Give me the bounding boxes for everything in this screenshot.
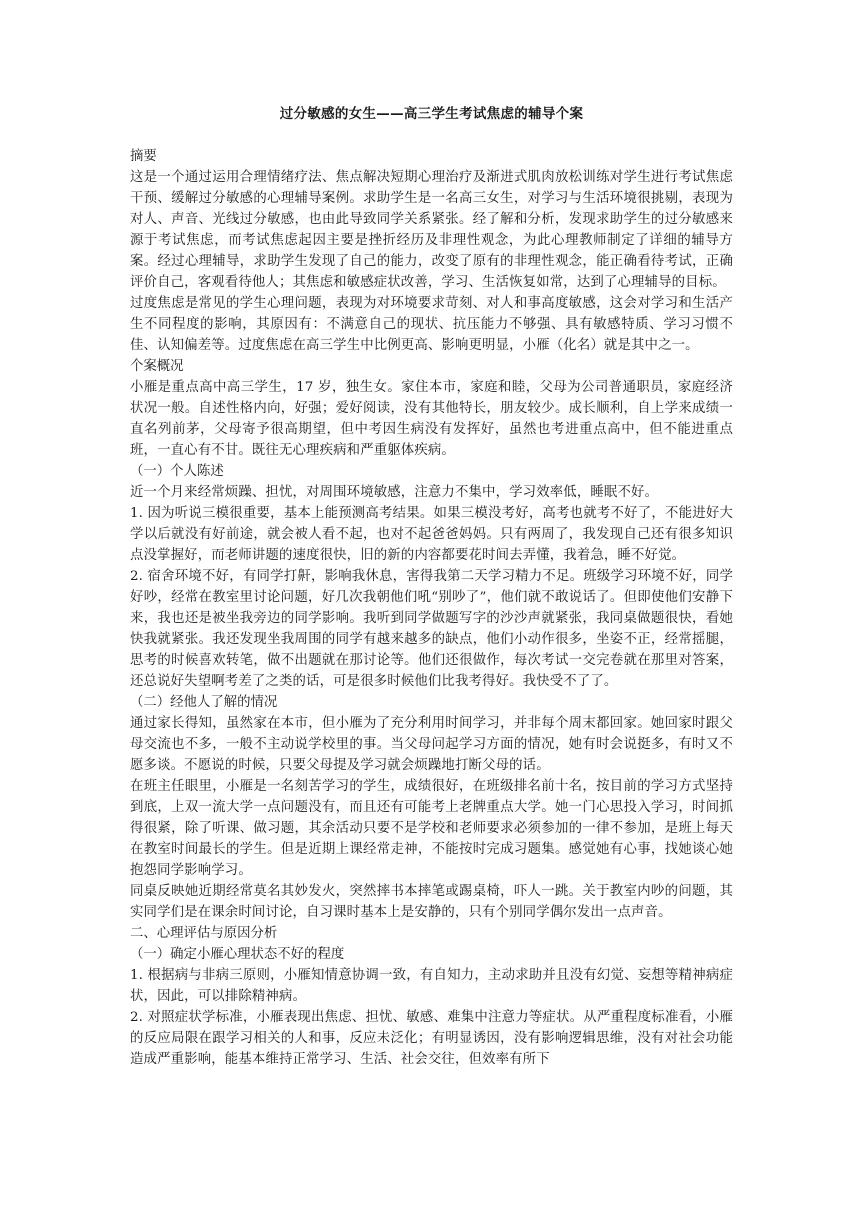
paragraph: 1. 因为听说三模很重要，基本上能预测高考结果。如果三模没考好，高考也就考不好了，不能进好大学以后就没有好前途，就会被人看不起，也对不起爸爸妈妈。只有两周了，我发现自己还有很多知识点没掌握好，而老师讲题的速度很快，旧的新的内容都要花时间去弄懂，我着急，睡不好觉。 <box>130 506 733 563</box>
section-heading: 摘要 <box>130 149 157 164</box>
paragraph: 近一个月来经常烦躁、担忧，对周围环境敏感，注意力不集中，学习效率低，睡眠不好。 <box>130 485 659 500</box>
paragraph: 这是一个通过运用合理情绪疗法、焦点解决短期心理治疗及渐进式肌肉放松训练对学生进行考试焦虑干预、缓解过分敏感的心理辅导案例。求助学生是一名高三女生，对学习与生活环境很挑剔，表现为对人、声音、光线过分敏感，也由此导致同学关系紧张。经了解和分析，发现求助学生的过分敏感来源于考试焦虑，而考试焦虑起因主要是挫折经历及非理性观念，为此心理教师制定了详细的辅导方案。经过心理辅导，求助学生发现了自己的能力，改变了原有的非理性观念，能正确看待考试，正确评价自己，客观看待他人；其焦虑和敏感症状改善，学习、生活恢复如常，达到了心理辅导的目标。 <box>130 170 733 290</box>
section-heading: 二、心理评估与原因分析 <box>130 926 278 941</box>
paragraph: 过度焦虑是常见的学生心理问题，表现为对环境要求苛刻、对人和事高度敏感，这会对学习和生活产生不同程度的影响，其原因有：不满意自己的现状、抗压能力不够强、具有敏感特质、学习习惯不佳、认知偏差等。过度焦虑在高三学生中比例更高、影响更明显，小雁（化名）就是其中之一。 <box>130 296 733 353</box>
document-title: 过分敏感的女生——高三学生考试焦虑的辅导个案 <box>279 106 584 122</box>
paragraph: 在班主任眼里，小雁是一名刻苦学习的学生，成绩很好，在班级排名前十名，按目前的学习方式坚持到底，上双一流大学一点问题没有，而且还有可能考上老牌重点大学。她一门心思投入学习，时间抓得很紧，除了听课、做习题，其余活动只要不是学校和老师要求必须参加的一律不参加，是班上每天在教室时间最长的学生。但是近期上课经常走神，不能按时完成习题集。感觉她有心事，找她谈心她抱怨同学影响学习。 <box>130 779 733 878</box>
paragraph: 通过家长得知，虽然家在本市，但小雁为了充分利用时间学习，并非每个周末都回家。她回家时跟父母交流也不多，一般不主动说学校里的事。当父母问起学习方面的情况，她有时会说挺多，有时又不愿多谈。不愿说的时候，只要父母提及学习就会烦躁地打断父母的话。 <box>130 716 733 773</box>
paragraph: 1. 根据病与非病三原则，小雁知情意协调一致，有自知力，主动求助并且没有幻觉、妄想等精神病症状，因此，可以排除精神病。 <box>130 968 733 1004</box>
document-body <box>130 146 733 1070</box>
paragraph: 2. 对照症状学标准，小雁表现出焦虑、担忧、敏感、难集中注意力等症状。从严重程度标准看，小雁的反应局限在跟学习相关的人和事，反应未泛化；有明显诱因，没有影响逻辑思维，没有对社会功能造成严重影响，能基本维持正常学习、生活、社会交往，但效率有所下 <box>130 1010 733 1067</box>
paragraph: 2. 宿舍环境不好，有同学打鼾，影响我休息，害得我第二天学习精力不足。班级学习环境不好，同学好吵，经常在教室里讨论问题，好几次我朝他们吼“别吵了”，他们就不敢说话了。但即使他们安静下来，我也还是被坐我旁边的同学影响。我听到同学做题写字的沙沙声就紧张，我同桌做题很快，看她快我就紧张。我还发现坐我周围的同学有越来越多的缺点，他们小动作很多，坐姿不正，经常摇腿，思考的时候喜欢转笔，做不出题就在那讨论等。他们还很做作，每次考试一交完卷就在那里对答案，还总说好失望啊考差了之类的话，可是很多时候他们比我考得好。我快受不了了。 <box>130 569 733 689</box>
paragraph: 小雁是重点高中高三学生，17 岁，独生女。家住本市，家庭和睦，父母为公司普通职员，家庭经济状况一般。自述性格内向，好强；爱好阅读，没有其他特长，朋友较少。成长顺利，自上学来成绩一直名列前茅，父母寄予很高期望，但中考因生病没有发挥好，虽然也考进重点高中，但不能进重点班，一直心有不甘。既往无心理疾病和严重躯体疾病。 <box>130 380 733 458</box>
section-heading: 个案概况 <box>130 359 184 374</box>
paragraph: 同桌反映她近期经常莫名其妙发火，突然摔书本摔笔或踢桌椅，吓人一跳。关于教室内吵的问题，其实同学们是在课余时间讨论，自习课时基本上是安静的，只有个别同学偶尔发出一点声音。 <box>130 884 733 920</box>
section-heading: （一）确定小雁心理状态不好的程度 <box>130 947 345 962</box>
section-heading: （二）经他人了解的情况 <box>130 695 278 710</box>
section-heading: （一）个人陈述 <box>130 464 224 479</box>
